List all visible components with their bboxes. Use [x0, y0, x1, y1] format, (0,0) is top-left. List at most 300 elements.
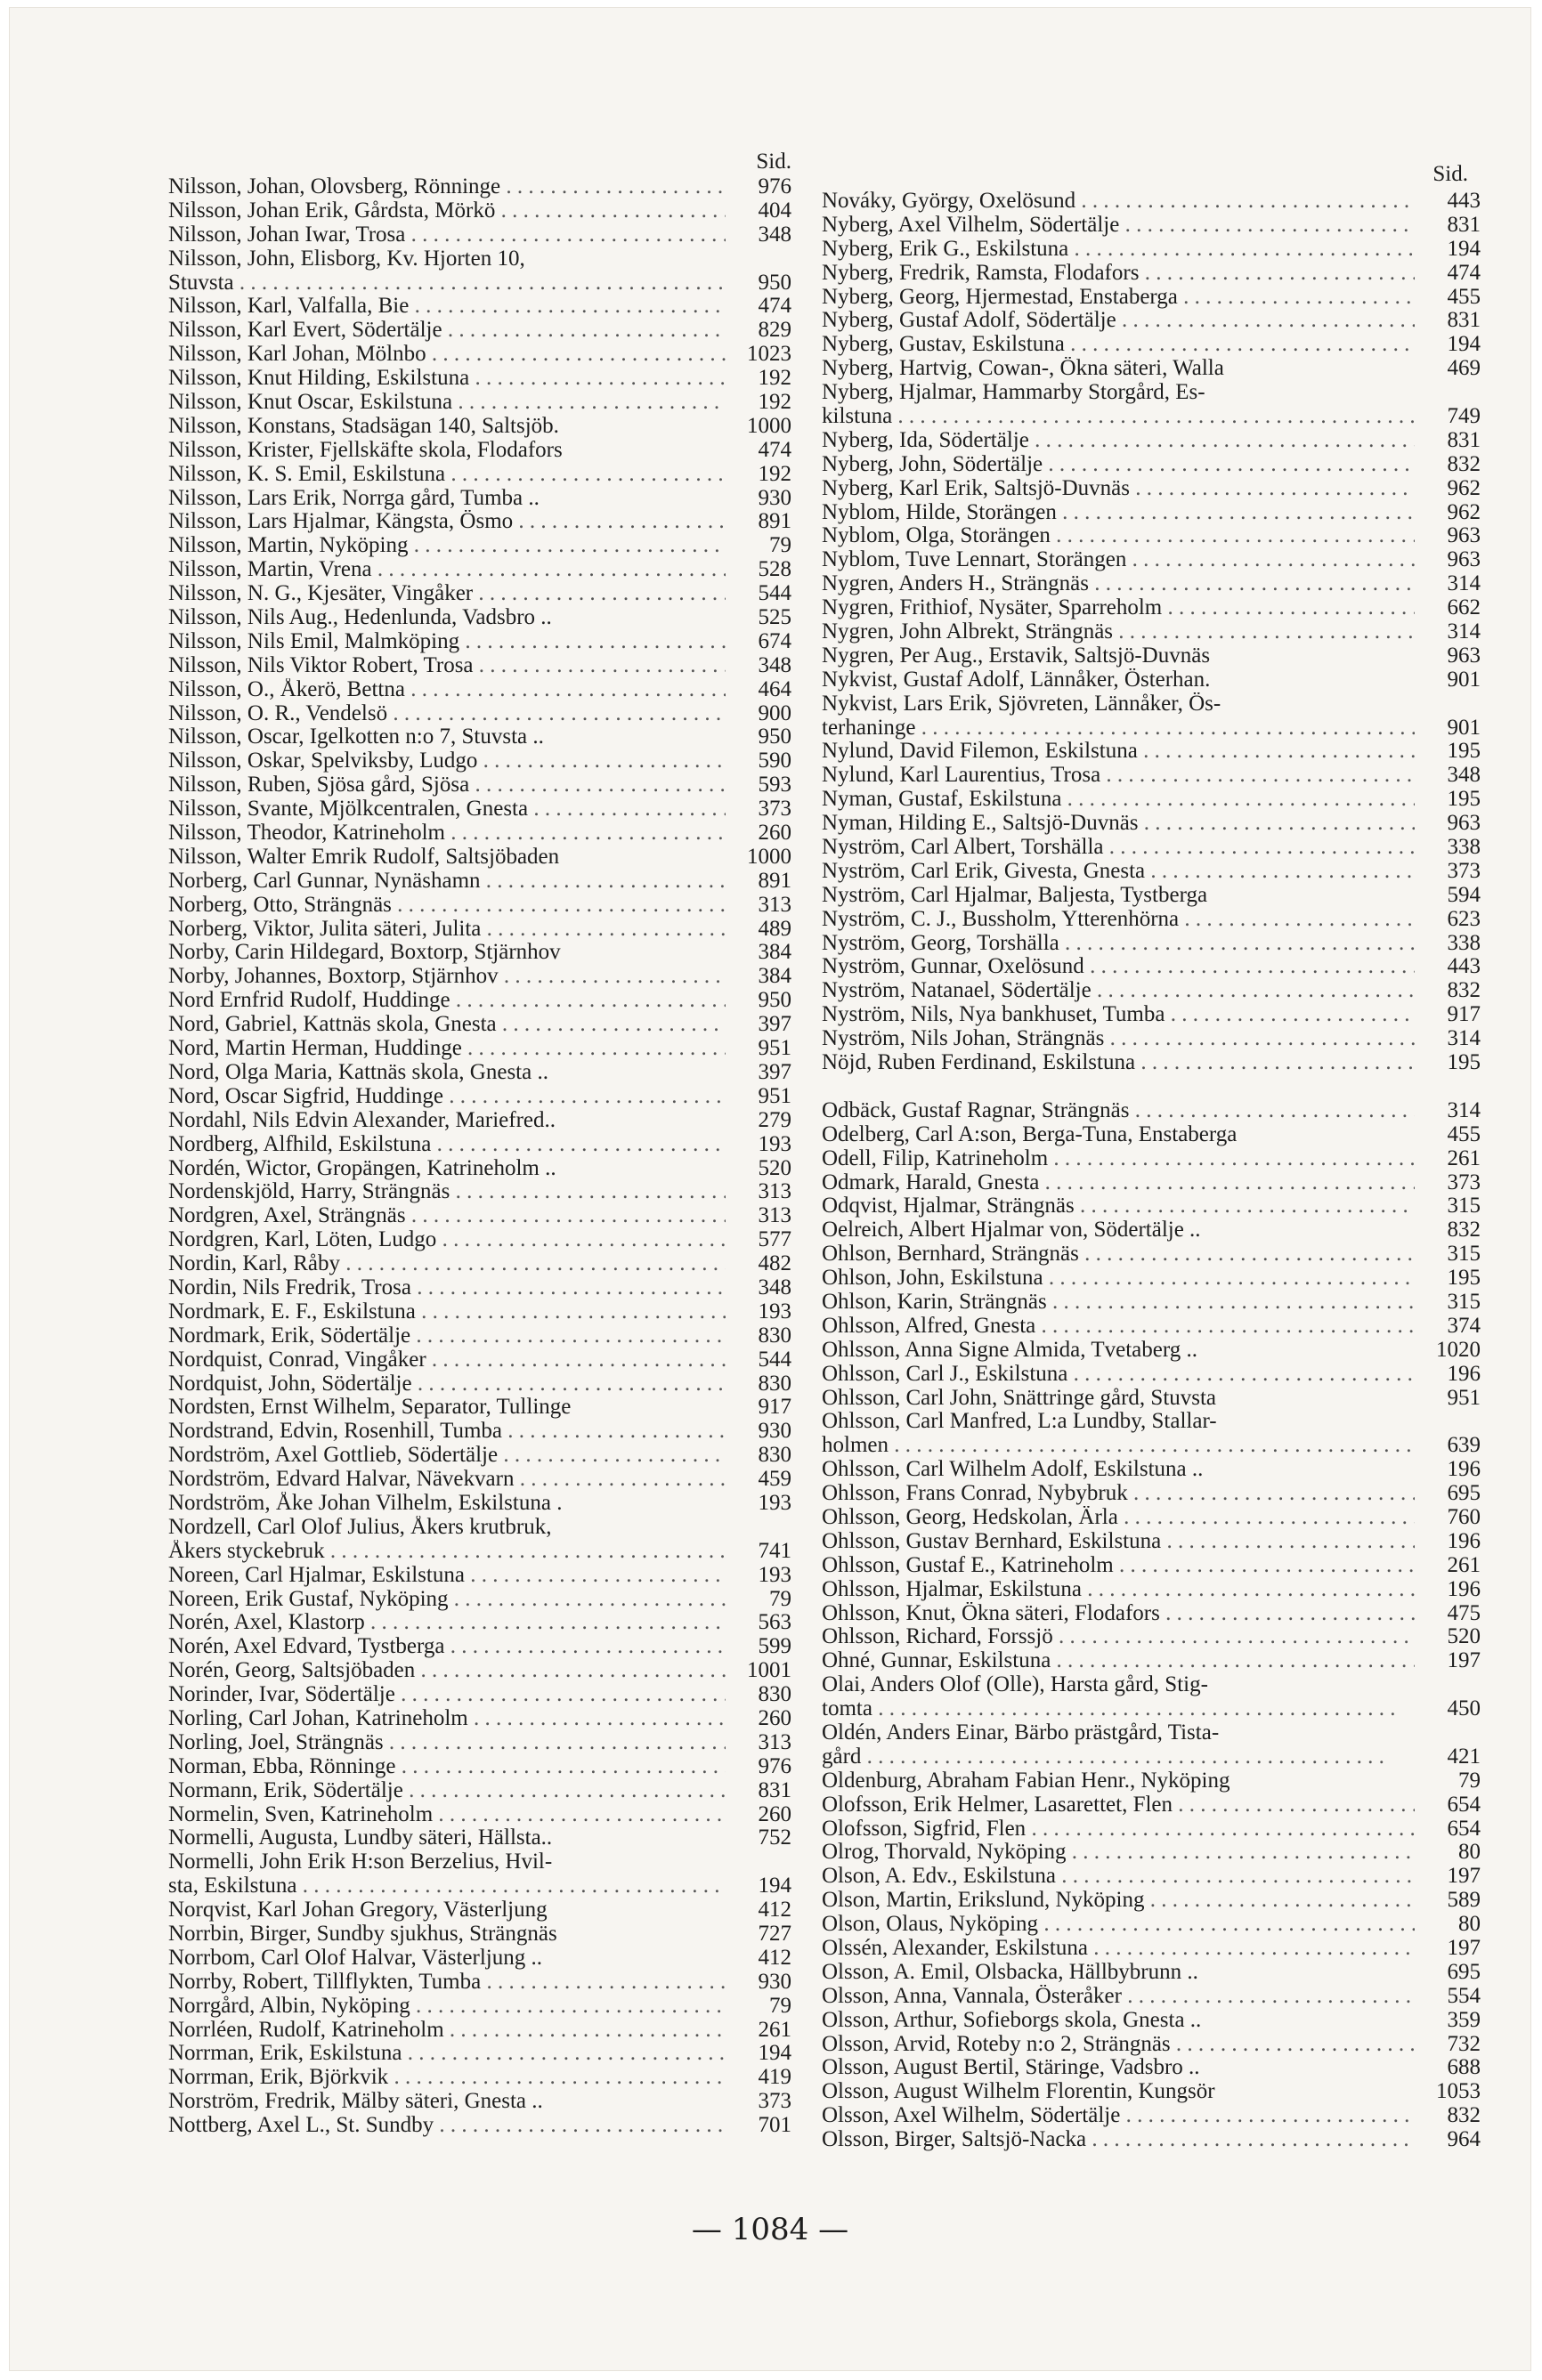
entry-name: Norling, Carl Johan, Katrineholm . . . — [168, 1707, 726, 1731]
entry-page-number: 752 — [758, 1825, 791, 1850]
entry-page-number: 412 — [758, 1898, 791, 1923]
entry-page-number: 901 — [1447, 667, 1481, 692]
index-entry — [168, 1396, 791, 1420]
entry-name: Ohlson, Bernhard, Strängnäs . . . — [822, 1243, 1415, 1267]
entry-name: Norström, Fredrik, Mälby säteri, Gnesta .. — [168, 2090, 543, 2114]
entry-page-number: 469 — [1447, 356, 1481, 381]
entry-page-number: 260 — [758, 1705, 791, 1730]
index-entry — [822, 548, 1481, 572]
entry-page-number: 829 — [758, 318, 791, 343]
entry-page-number: 525 — [758, 605, 791, 630]
entry-page-number: 832 — [1447, 1218, 1481, 1243]
entry-name: Normelin, Sven, Katrineholm . . . — [168, 1803, 726, 1827]
index-entry — [822, 1387, 1481, 1411]
index-entry — [168, 1540, 791, 1564]
entry-page-number: 520 — [1447, 1624, 1481, 1649]
index-entry — [168, 725, 791, 749]
entry-page-number: 455 — [1447, 284, 1481, 309]
entry-name: Nykvist, Gustaf Adolf, Lännåker, Österhan. — [822, 668, 1211, 692]
index-entry — [168, 1659, 791, 1683]
entry-page-number: 701 — [758, 2113, 791, 2138]
entry-name: Ohlsson, Carl John, Snättringe gård, Stuvsta — [822, 1386, 1217, 1410]
entry-name: Nyblom, Tuve Lennart, Storängen . . . — [822, 548, 1415, 572]
entry-page-number: 830 — [758, 1443, 791, 1468]
entry-name: Ohné, Gunnar, Eskilstuna . . . — [822, 1649, 1415, 1673]
entry-page-number: 195 — [1447, 1050, 1481, 1075]
entry-page-number: 313 — [758, 1179, 791, 1204]
index-entry — [822, 932, 1481, 956]
entry-page-number: 192 — [758, 390, 791, 414]
entry-page-number: 279 — [758, 1107, 791, 1132]
entry-name: Ohlsson, Carl Manfred, L:a Lundby, Stallar- — [822, 1410, 1217, 1434]
entry-page-number: 196 — [1447, 1576, 1481, 1601]
entry-name: Olsson, Arthur, Sofieborgs skola, Gnesta .. — [822, 2008, 1202, 2032]
entry-page-number: 528 — [758, 557, 791, 582]
index-entry — [168, 870, 791, 894]
entry-page-number: 313 — [758, 1729, 791, 1754]
index-entry — [822, 1602, 1481, 1626]
entry-name: Nordenskjöld, Harry, Strängnäs . . . — [168, 1180, 726, 1204]
index-entry — [168, 319, 791, 343]
entry-page-number: 373 — [758, 797, 791, 822]
index-entry — [822, 1410, 1481, 1434]
entry-name: Nyström, Carl Erik, Givesta, Gnesta . . . — [822, 860, 1415, 884]
entry-name: Ohlsson, Carl Wilhelm Adolf, Eskilstuna .. — [822, 1458, 1204, 1482]
index-entry — [168, 894, 791, 918]
entry-page-number: 194 — [758, 1874, 791, 1898]
entry-name: Norberg, Viktor, Julita säteri, Julita . . . — [168, 918, 726, 942]
entry-page-number: 544 — [758, 581, 791, 606]
entry-name: Nyberg, Georg, Hjermestad, Enstaberga . . . — [822, 286, 1415, 310]
index-entry — [168, 2019, 791, 2043]
entry-page-number: 654 — [1447, 1792, 1481, 1817]
entry-name: Norrman, Erik, Eskilstuna . . . — [168, 2042, 726, 2066]
entry-name: Olrog, Thorvald, Nyköping . . . — [822, 1841, 1415, 1865]
entry-page-number: 1023 — [747, 342, 791, 367]
entry-name: Oelreich, Albert Hjalmar von, Södertälje .. — [822, 1218, 1201, 1243]
entry-name: Nordén, Wictor, Gropängen, Katrineholm .. — [168, 1156, 556, 1180]
entry-name: Nilsson, Lars Hjalmar, Kängsta, Ösmo . . . — [168, 510, 726, 534]
entry-page-number: 832 — [1447, 2103, 1481, 2128]
entry-name: terhaninge . . . — [822, 716, 1415, 741]
entry-name: Nilsson, Karl Evert, Södertälje . . . — [168, 319, 726, 343]
entry-page-number: 193 — [758, 1490, 791, 1515]
index-entry — [822, 453, 1481, 477]
entry-page-number: 891 — [758, 868, 791, 893]
entry-page-number: 475 — [1447, 1600, 1481, 1625]
entry-page-number: 192 — [758, 461, 791, 486]
entry-name: Nylund, David Filemon, Eskilstuna . . . — [822, 740, 1415, 764]
index-entry — [168, 2090, 791, 2114]
entry-page-number: 192 — [758, 366, 791, 391]
entry-name: Normann, Erik, Södertälje . . . — [168, 1779, 726, 1803]
entry-page-number: 901 — [1447, 715, 1481, 740]
entry-page-number: 195 — [1447, 787, 1481, 812]
entry-name: Nilsson, Johan Iwar, Trosa . . . — [168, 223, 726, 247]
entry-page-number: 338 — [1447, 930, 1481, 955]
entry-name: Ohlsson, Anna Signe Almida, Tvetaberg .. — [822, 1338, 1197, 1362]
index-entry — [168, 1635, 791, 1659]
page-number: — 1084 — — [691, 2212, 849, 2247]
entry-page-number: 359 — [1447, 2007, 1481, 2032]
index-entry — [168, 439, 791, 463]
index-entry — [822, 1985, 1481, 2009]
entry-name: Olofsson, Erik Helmer, Lasarettet, Flen . . . — [822, 1793, 1415, 1817]
index-entry — [822, 333, 1481, 357]
entry-name: Nyman, Gustaf, Eskilstuna . . . — [822, 788, 1415, 812]
entry-page-number: 832 — [1447, 978, 1481, 1003]
entry-name: Olsson, August Wilhelm Florentin, Kungsör — [822, 2080, 1215, 2104]
index-entry — [168, 846, 791, 870]
index-entry — [168, 1707, 791, 1731]
entry-page-number: 950 — [758, 725, 791, 749]
entry-name: Norrbin, Birger, Sundby sjukhus, Strängnäs — [168, 1923, 557, 1946]
index-entry — [822, 1530, 1481, 1554]
entry-page-number: 450 — [1447, 1696, 1481, 1721]
index-entry — [168, 1061, 791, 1085]
entry-name: Nilsson, Martin, Vrena . . . — [168, 558, 726, 582]
entry-name: Nilsson, O., Åkerö, Bettna . . . — [168, 678, 726, 702]
entry-name: Nilsson, Krister, Fjellskäfte skola, Flodafors — [168, 438, 563, 462]
entry-name: holmen . . . — [822, 1434, 1415, 1458]
entry-page-number: 563 — [758, 1610, 791, 1635]
entry-name: Olsson, August Bertil, Stäringe, Vadsbro .. — [822, 2056, 1200, 2080]
index-entry — [168, 1755, 791, 1779]
index-entry — [168, 1420, 791, 1444]
index-entry — [822, 1578, 1481, 1602]
entry-name: Nyström, C. J., Bussholm, Ytterenhörna . . . — [822, 908, 1415, 932]
index-entry — [822, 1339, 1481, 1363]
index-entry — [168, 1850, 791, 1874]
index-entry — [168, 391, 791, 415]
entry-name: Nordgren, Axel, Strängnäs . . . — [168, 1204, 726, 1228]
book-page — [9, 7, 1531, 2371]
entry-name: Normelli, Augusta, Lundby säteri, Hällsta.. — [168, 1826, 553, 1850]
entry-page-number: 544 — [758, 1347, 791, 1372]
index-entry — [168, 1037, 791, 1061]
index-entry — [168, 1874, 791, 1898]
entry-page-number: 196 — [1447, 1361, 1481, 1386]
entry-page-number: 623 — [1447, 906, 1481, 931]
index-entry — [822, 1841, 1481, 1865]
index-entry — [168, 271, 791, 295]
index-entry — [168, 2114, 791, 2138]
entry-name: Nordström, Åke Johan Vilhelm, Eskilstuna . — [168, 1491, 563, 1515]
index-entry — [822, 812, 1481, 836]
entry-page-number: 688 — [1447, 2055, 1481, 2080]
entry-page-number: 831 — [1447, 427, 1481, 452]
entry-page-number: 930 — [758, 1419, 791, 1444]
entry-page-number: 962 — [1447, 499, 1481, 524]
entry-page-number: 79 — [769, 533, 791, 558]
index-entry — [822, 1817, 1481, 1842]
index-entry — [822, 884, 1481, 908]
index-entry — [822, 1434, 1481, 1458]
index-entry — [822, 1649, 1481, 1673]
index-entry — [822, 1027, 1481, 1051]
entry-name: Nord, Oscar Sigfrid, Huddinge . . . — [168, 1085, 726, 1109]
index-entry — [822, 620, 1481, 644]
entry-page-number: 314 — [1447, 571, 1481, 596]
entry-page-number: 338 — [1447, 835, 1481, 860]
entry-page-number: 832 — [1447, 451, 1481, 476]
entry-page-number: 951 — [758, 1083, 791, 1108]
entry-name: Oldén, Anders Einar, Bärbo prästgård, Tista- — [822, 1720, 1220, 1745]
entry-name: Norman, Ebba, Rönninge . . . — [168, 1755, 726, 1779]
index-entry — [822, 214, 1481, 238]
entry-name: Nyberg, Karl Erik, Saltsjö-Duvnäs . . . — [822, 477, 1415, 501]
entry-name: Nyström, Georg, Torshälla . . . — [822, 932, 1415, 956]
entry-name: Ohlson, John, Eskilstuna . . . — [822, 1267, 1415, 1291]
index-entry — [168, 1588, 791, 1612]
entry-name: Nilsson, Nils Aug., Hedenlunda, Vadsbro .. — [168, 606, 552, 630]
entry-name: Nygren, Frithiof, Nysäter, Sparreholm . . . — [822, 596, 1415, 620]
entry-name: Nilsson, Oskar, Spelviksby, Ludgo . . . — [168, 749, 726, 773]
index-entry — [168, 1372, 791, 1396]
entry-page-number: 193 — [758, 1299, 791, 1324]
entry-page-number: 599 — [758, 1634, 791, 1659]
entry-name: Norqvist, Karl Johan Gregory, Västerljung — [168, 1898, 548, 1923]
index-entry — [168, 582, 791, 606]
index-entry — [822, 477, 1481, 501]
index-entry — [822, 572, 1481, 596]
entry-page-number: 194 — [1447, 332, 1481, 357]
index-entry — [168, 1109, 791, 1133]
index-entry — [822, 1194, 1481, 1218]
entry-name: Odbäck, Gustaf Ragnar, Strängnäs . . . — [822, 1099, 1415, 1123]
entry-name: Olssén, Alexander, Eskilstuna . . . — [822, 1937, 1415, 1961]
entry-name: Nyström, Carl Hjalmar, Baljesta, Tystberga — [822, 883, 1208, 907]
index-entry — [168, 1611, 791, 1635]
entry-page-number: 963 — [1447, 547, 1481, 572]
entry-name: Nyblom, Olga, Storängen . . . — [822, 524, 1415, 548]
index-entry — [168, 487, 791, 511]
entry-page-number: 520 — [758, 1155, 791, 1180]
entry-name: Olson, Martin, Erikslund, Nyköping . . . — [822, 1889, 1415, 1913]
index-entry — [822, 1721, 1481, 1745]
entry-page-number: 315 — [1447, 1194, 1481, 1218]
entry-name: Norrbom, Carl Olof Halvar, Västerljung .. — [168, 1946, 542, 1970]
entry-name: Noreen, Erik Gustaf, Nyköping . . . — [168, 1588, 726, 1612]
entry-name: Stuvsta . . . — [168, 271, 726, 295]
index-entry — [168, 1516, 791, 1540]
index-entry — [168, 1947, 791, 1971]
index-entry — [822, 740, 1481, 764]
entry-name: Nyberg, Erik G., Eskilstuna . . . — [822, 238, 1415, 262]
index-entry — [168, 510, 791, 534]
entry-name: Nordquist, John, Södertälje . . . — [168, 1372, 726, 1396]
entry-name: Odmark, Harald, Gnesta . . . — [822, 1171, 1415, 1195]
entry-name: Norrby, Robert, Tillflykten, Tumba . . . — [168, 1971, 726, 1995]
entry-page-number: 962 — [1447, 475, 1481, 500]
entry-name: Nordstrand, Edvin, Rosenhill, Tumba . . . — [168, 1420, 726, 1444]
entry-name: Ohlsson, Frans Conrad, Nybybruk . . . — [822, 1482, 1415, 1506]
entry-name: Nygren, Anders H., Strängnäs . . . — [822, 572, 1415, 596]
index-entry — [822, 238, 1481, 262]
index-entry — [168, 1803, 791, 1827]
entry-name: Nilsson, Johan, Olovsberg, Rönninge . . . — [168, 175, 726, 199]
index-entry — [168, 1157, 791, 1181]
entry-name: Nordström, Axel Gottlieb, Södertälje . . . — [168, 1444, 726, 1468]
entry-name: Nilsson, Oscar, Igelkotten n:o 7, Stuvsta .. — [168, 725, 544, 749]
index-entry — [168, 223, 791, 247]
entry-name: Nordquist, Conrad, Vingåker . . . — [168, 1348, 726, 1372]
index-entry — [168, 1180, 791, 1204]
index-entry — [168, 2042, 791, 2066]
index-entry — [822, 596, 1481, 620]
entry-name: Norberg, Carl Gunnar, Nynäshamn . . . — [168, 870, 726, 894]
right-entry-list — [822, 190, 1481, 2152]
entry-page-number: 951 — [1447, 1385, 1481, 1410]
index-entry — [168, 797, 791, 822]
index-entry — [168, 1444, 791, 1468]
index-entry — [822, 1625, 1481, 1649]
index-entry — [822, 1793, 1481, 1817]
entry-page-number: 593 — [758, 773, 791, 797]
entry-page-number: 674 — [758, 628, 791, 653]
entry-page-number: 474 — [1447, 260, 1481, 285]
entry-page-number: 455 — [1447, 1121, 1481, 1146]
entry-name: Ohlsson, Gustav Bernhard, Eskilstuna . . . — [822, 1530, 1415, 1554]
entry-page-number: 830 — [758, 1323, 791, 1348]
entry-name: Norrgård, Albin, Nyköping . . . — [168, 1995, 726, 2019]
index-entry — [168, 1492, 791, 1516]
entry-page-number: 459 — [758, 1467, 791, 1492]
index-entry — [168, 1923, 791, 1947]
entry-name: Nordberg, Alfhild, Eskilstuna . . . — [168, 1133, 726, 1157]
index-entry — [822, 1961, 1481, 1985]
index-entry — [168, 630, 791, 654]
entry-page-number: 963 — [1447, 643, 1481, 668]
index-entry — [168, 534, 791, 558]
entry-page-number: 976 — [758, 174, 791, 198]
entry-name: Nilsson, Walter Emrik Rudolf, Saltsjöbaden — [168, 845, 560, 869]
entry-name: Nord, Martin Herman, Huddinge . . . — [168, 1037, 726, 1061]
entry-name: Nilsson, Ruben, Sjösa gård, Sjösa . . . — [168, 773, 726, 797]
entry-name: Nilsson, Lars Erik, Norrga gård, Tumba .. — [168, 486, 540, 510]
entry-name: Norling, Joel, Strängnäs . . . — [168, 1731, 726, 1755]
entry-page-number: 443 — [1447, 188, 1481, 213]
index-entry — [822, 788, 1481, 812]
entry-page-number: 348 — [758, 1275, 791, 1299]
index-entry — [168, 1133, 791, 1157]
entry-name: Norén, Axel, Klastorp . . . — [168, 1611, 726, 1635]
index-entry — [822, 501, 1481, 525]
entry-page-number: 443 — [1447, 954, 1481, 979]
index-entry — [822, 524, 1481, 548]
entry-page-number: 950 — [758, 270, 791, 295]
index-entry — [168, 558, 791, 582]
entry-page-number: 80 — [1458, 1840, 1481, 1865]
entry-page-number: 727 — [758, 1922, 791, 1946]
index-entry — [822, 1267, 1481, 1291]
entry-name: Ohlsson, Georg, Hedskolan, Ärla . . . — [822, 1506, 1415, 1530]
index-entry — [822, 716, 1481, 741]
entry-page-number: 196 — [1447, 1457, 1481, 1482]
entry-page-number: 397 — [758, 1059, 791, 1084]
index-entry — [168, 1348, 791, 1372]
entry-page-number: 831 — [1447, 308, 1481, 333]
entry-page-number: 195 — [1447, 739, 1481, 764]
entry-name: Nilsson, Svante, Mjölkcentralen, Gnesta . . . — [168, 797, 726, 822]
index-entry — [822, 286, 1481, 310]
entry-name: Nyman, Hilding E., Saltsjö-Duvnäs . . . — [822, 812, 1415, 836]
entry-name: Nordsten, Ernst Wilhelm, Separator, Tullinge — [168, 1396, 572, 1420]
entry-name: Odqvist, Hjalmar, Strängnäs . . . — [822, 1194, 1415, 1218]
index-entry — [822, 1171, 1481, 1195]
left-entry-list — [168, 175, 791, 2138]
entry-page-number: 374 — [1447, 1313, 1481, 1338]
entry-name: Norby, Carin Hildegard, Boxtorp, Stjärnhov — [168, 941, 561, 965]
entry-name: Ohlsson, Knut, Ökna säteri, Flodafors . . . — [822, 1602, 1415, 1626]
entry-name: Olsson, Anna, Vannala, Österåker . . . — [822, 1985, 1415, 2009]
entry-name: Noreen, Carl Hjalmar, Eskilstuna . . . — [168, 1564, 726, 1588]
entry-page-number: 1001 — [747, 1658, 791, 1683]
entry-page-number: 80 — [1458, 1912, 1481, 1937]
index-entry — [822, 1482, 1481, 1506]
entry-name: Nord, Gabriel, Kattnäs skola, Gnesta . . . — [168, 1013, 726, 1037]
entry-name: Odell, Filip, Katrineholm . . . — [822, 1147, 1415, 1171]
left-column-sid-header: Sid. — [756, 150, 791, 174]
index-entry — [822, 1099, 1481, 1123]
index-entry — [822, 1937, 1481, 1961]
entry-name: Ohlsson, Carl J., Eskilstuna . . . — [822, 1363, 1415, 1387]
index-entry — [168, 918, 791, 942]
entry-name: Nordahl, Nils Edvin Alexander, Mariefred.. — [168, 1108, 556, 1132]
index-entry — [822, 908, 1481, 932]
entry-page-number: 261 — [758, 2017, 791, 2042]
index-entry — [168, 247, 791, 271]
entry-page-number: 950 — [758, 988, 791, 1013]
entry-name: Nordzell, Carl Olof Julius, Åkers krutbruk, — [168, 1515, 552, 1539]
index-entry — [168, 1995, 791, 2019]
entry-name: Nord, Olga Maria, Kattnäs skola, Gnesta .. — [168, 1060, 548, 1084]
index-entry — [168, 1683, 791, 1707]
index-entry — [822, 1243, 1481, 1267]
entry-name: Nyberg, Fredrik, Ramsta, Flodafors . . . — [822, 262, 1415, 286]
entry-page-number: 315 — [1447, 1289, 1481, 1314]
entry-page-number: 830 — [758, 1682, 791, 1707]
index-entry — [168, 367, 791, 391]
entry-name: Olofsson, Sigfrid, Flen . . . — [822, 1817, 1415, 1842]
index-entry — [168, 175, 791, 199]
index-entry — [168, 343, 791, 367]
entry-page-number: 261 — [1447, 1552, 1481, 1577]
entry-page-number: 831 — [758, 1777, 791, 1802]
index-entry — [822, 1769, 1481, 1793]
entry-name: Ohlsson, Gustaf E., Katrineholm . . . — [822, 1554, 1415, 1578]
entry-page-number: 384 — [758, 940, 791, 965]
entry-name: Oldenburg, Abraham Fabian Henr., Nyköping — [822, 1769, 1230, 1793]
index-entry — [822, 1147, 1481, 1171]
entry-name: Ohlson, Karin, Strängnäs . . . — [822, 1291, 1415, 1315]
entry-page-number: 831 — [1447, 212, 1481, 237]
entry-name: Nilsson, Konstans, Stadsägan 140, Saltsjöb. — [168, 414, 559, 438]
entry-page-number: 419 — [758, 2065, 791, 2090]
entry-name: Ohlsson, Richard, Forssjö . . . — [822, 1625, 1415, 1649]
entry-name: Nordin, Karl, Råby . . . — [168, 1252, 726, 1276]
entry-name: Nyström, Gunnar, Oxelösund . . . — [822, 955, 1415, 979]
entry-name: Nordmark, Erik, Södertälje . . . — [168, 1324, 726, 1348]
entry-name: Nilsson, Martin, Nyköping . . . — [168, 534, 726, 558]
entry-page-number: 397 — [758, 1012, 791, 1037]
entry-name: Nilsson, Nils Viktor Robert, Trosa . . . — [168, 654, 726, 678]
entry-page-number: 964 — [1447, 2127, 1481, 2152]
entry-name: Norinder, Ivar, Södertälje . . . — [168, 1683, 726, 1707]
entry-name: Nilsson, Knut Hilding, Eskilstuna . . . — [168, 367, 726, 391]
entry-name: Nottberg, Axel L., St. Sundby . . . — [168, 2114, 726, 2138]
index-entry — [168, 1564, 791, 1588]
